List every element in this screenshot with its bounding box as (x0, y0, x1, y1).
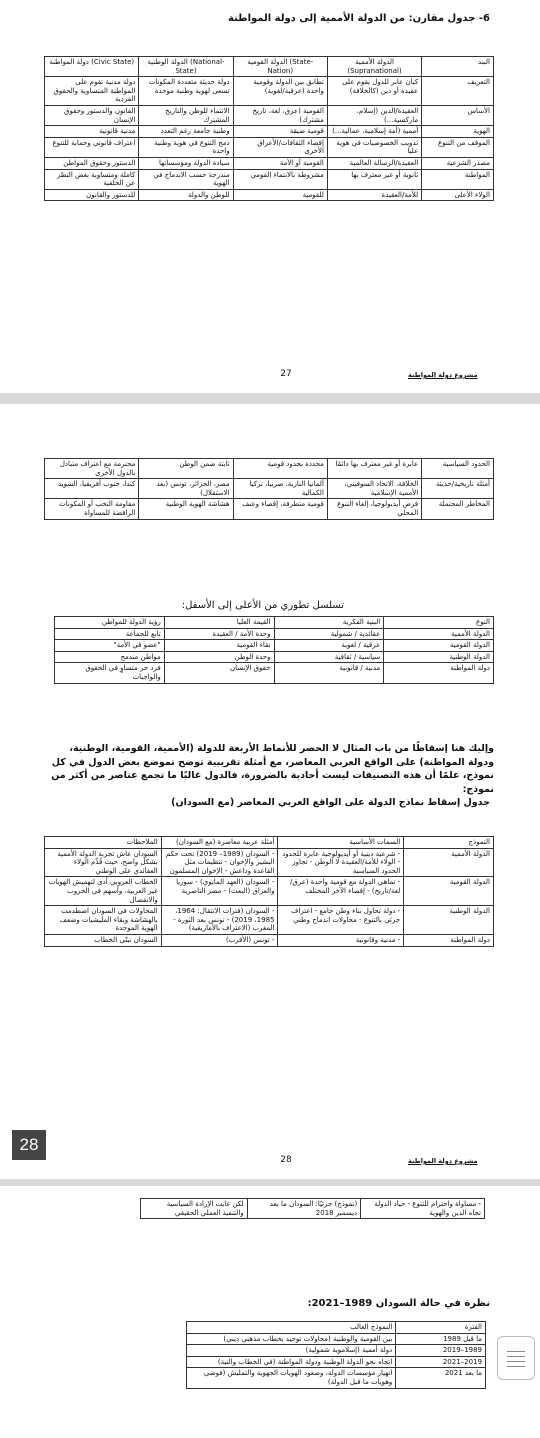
table-cell: ثابتة ضمن الوطن (139, 459, 233, 479)
table-cell: - دولة تحاول بناء وطن جامع - اعتراف جزئي بالتنوع - محاولات اندماج وطني (278, 906, 404, 935)
table-header-cell: الملاحظات (45, 837, 162, 849)
arab-states-table (44, 836, 494, 947)
table-cell: قومية متطرفة، إقصاء وعنف (233, 499, 327, 519)
table-row (45, 126, 494, 138)
table-row (45, 77, 494, 106)
table-row (187, 1368, 486, 1388)
table-cell: السودان عاش تجربة الدولة الأممية بشكل واضح، حيث قُدِّم الولاء العقائدي على الوطني (45, 848, 162, 877)
table-cell: (نموذج) جزئيًا: السودان ما بعد ديسمبر 2018 (247, 1199, 361, 1219)
sudan-periods-table (186, 1321, 486, 1389)
table-cell: عقائدية / شمولية (274, 628, 384, 640)
page-footer: مشروع دولة المواطنة (408, 1157, 478, 1165)
comparison-table-continued (44, 458, 494, 520)
table-header-cell: السمات الأساسية (278, 837, 404, 849)
table-cell: دولة المواطنة (384, 663, 494, 683)
table-cell: سيادة الدولة ومؤسساتها (139, 157, 233, 169)
table-cell: مصر، الجزائر، تونس (بعد الاستقلال) (139, 479, 233, 499)
page-footer: مشروع دولة المواطنة (408, 371, 478, 379)
table-cell: السودان تبنّى الخطاب (45, 934, 162, 946)
table-cell: - السودان (فترات الانتقال: 1964، 1985، 2019) - تونس بعد الثورة - المغرب (الاعتراف بالأمازيغية) (161, 906, 278, 935)
table-row (45, 169, 494, 189)
table-title: جدول إسقاط نماذج الدولة على الواقع العربي المعاصر (مع السودان) (171, 797, 490, 808)
table-row (45, 105, 494, 125)
table-row (45, 459, 494, 479)
subheading-sudan: نظرة في حالة السودان 1989–2021: (307, 1298, 490, 1309)
table-cell: اعتراف قانوني وحماية للتنوع (45, 137, 139, 157)
table-header-cell: القيمة العليا (164, 617, 274, 629)
table-cell: وطنية جامعة رغم التعدد (139, 126, 233, 138)
table-cell: كيان عابر للدول يقوم على عقيدة أو دين (كالخلافة) (327, 77, 421, 106)
table-header-cell: النموذج (404, 837, 494, 849)
table-cell: - تماهي الدولة مع قومية واحدة (عرق/لغة/تاريخ) - إقصاء الآخر المختلف (278, 877, 404, 906)
table-cell: الموقف من التنوع (422, 137, 494, 157)
table-cell: انهيار مؤسسات الدولة، وصعود الهويات الجهوية والتمليش (فوضى وهويات ما قبل الدولة) (187, 1368, 396, 1388)
table-cell: القومية (عرق، لغة، تاريخ مشترك) (233, 105, 327, 125)
table-header-cell: دولة المواطنة (Civic State) (45, 57, 139, 77)
evolution-table (54, 616, 494, 684)
table-cell: - السودان (العهد المايوي) - سوريا والعراق (البعث) - مصر الناصرية (161, 877, 278, 906)
table-cell: الخلافة، الاتحاد السوفيتي، الأممية الإسلامية (327, 479, 421, 499)
page-number: 27 (280, 369, 292, 379)
table-cell: - شرعية دينية أو أيديولوجية عابرة للحدود - الولاء للأمة/العقيدة لا الوطن - تجاوز الحدود السياسية (278, 848, 404, 877)
table-cell: العقيدة/الرسالة العالمية (327, 157, 421, 169)
table-cell: حقوق الإنسان (164, 663, 274, 683)
table-cell: وحدة الوطن (164, 651, 274, 663)
table-cell: عرقية / لغوية (274, 640, 384, 652)
table-cell: سياسية / ثقافية (274, 651, 384, 663)
table-cell: تذويب الخصوصيات في هوية عليا (327, 137, 421, 157)
table-cell: للأمة/العقيدة (327, 189, 421, 201)
table-cell: ألمانيا النازية، صربيا، تركيا الكمالية (233, 479, 327, 499)
table-cell: عابرة أو غير معترف بها دائمًا (327, 459, 421, 479)
table-cell: الدولة الوطنية (384, 651, 494, 663)
table-cell: فرد حر متساوٍ في الحقوق والواجبات (55, 663, 165, 683)
table-row (187, 1356, 486, 1368)
intro-paragraph: وإليك هنا إسقاطًا من باب المثال لا الحصر للأنماط الأربعة للدولة (الأممية، القومية، الوطنية، ودولة المواطنة) على الواقع العربي المعاصر، مع أمثلة تقريبية توضح تموضع بعض الدول في كل نموذج، علمًا أن هذه التصنيفات ليست أحادية بالضرورة، فالدول غالبًا ما تجمع عناصر من أكثر من نموذج: (51, 743, 494, 795)
table-row (45, 157, 494, 169)
document-page-27 (0, 0, 540, 393)
table-cell: دولة أممية (إسلاموية شمولية) (187, 1345, 396, 1357)
table-row (187, 1345, 486, 1357)
table-row (45, 137, 494, 157)
table-cell: وحدة الأمة / العقيدة (164, 628, 274, 640)
table-cell: للقومية (233, 189, 327, 201)
table-cell: الدولة القومية (384, 640, 494, 652)
table-header-cell: النوع (384, 617, 494, 629)
table-cell: مصدر الشرعية (422, 157, 494, 169)
arab-states-table-continued (140, 1198, 485, 1219)
table-header-cell: الفترة (396, 1322, 486, 1334)
table-header-row (187, 1322, 486, 1334)
table-cell: دولة مدنية تقوم على المواطنة المتساوية والحقوق الفردية (45, 77, 139, 106)
table-cell: دمج التنوع في هوية وطنية واحدة (139, 137, 233, 157)
table-header-cell: النموذج الغالب (187, 1322, 396, 1334)
table-cell: الانتماء للوطن والتاريخ المشترك (139, 105, 233, 125)
table-cell: 1989–2019 (396, 1345, 486, 1357)
table-cell: القانون والدستور وحقوق الإنسان (45, 105, 139, 125)
table-cell: ما بعد 2021 (396, 1368, 486, 1388)
table-row (45, 934, 494, 946)
table-cell: محترمة مع اعتراف متبادل بالدول الأخرى (45, 459, 139, 479)
comparison-table (44, 56, 494, 201)
table-cell: - مساواة واحترام للتنوع - حياد الدولة تجاه الدين والهوية (361, 1199, 485, 1219)
table-cell: دولة المواطنة (404, 934, 494, 946)
table-cell: الدولة الأممية (404, 848, 494, 877)
table-header-row (45, 837, 494, 849)
table-cell: نقاء القومية (164, 640, 274, 652)
table-cell: أمثلة تاريخية/حديثة (422, 479, 494, 499)
table-row (55, 651, 494, 663)
table-cell: 2019–2021 (396, 1356, 486, 1368)
section-heading: 6- جدول مقارن: من الدولة الأممية إلى دولة المواطنة (228, 13, 490, 24)
table-cell: هشاشة الهوية الوطنية (139, 499, 233, 519)
table-cell: فرض أيديولوجيا، إلغاء التنوع المحلي (327, 499, 421, 519)
table-cell: الحدود السياسية (422, 459, 494, 479)
table-row (55, 628, 494, 640)
table-cell: الأساس (422, 105, 494, 125)
table-cell: دولة حديثة متعددة المكونات تسعى لهوية وطنية موحدة (139, 77, 233, 106)
table-cell: الخطاب العروبي أدى لتهميش الهويات غير العربية، وأسهم في الحروب والانفصال (45, 877, 162, 906)
table-cell: كندا، جنوب أفريقيا، السويد (45, 479, 139, 499)
table-cell: بين القومية والوطنية (محاولات توحيد بخطاب مذهبي ديني) (187, 1333, 396, 1345)
table-cell: الدولة الأممية (384, 628, 494, 640)
table-cell: تابع للجماعة (55, 628, 165, 640)
table-cell: كاملة ومتساوية بغض النظر عن الخلفية (45, 169, 139, 189)
table-header-cell: الدولة الوطنية (National-State) (139, 57, 233, 77)
table-cell: التعريف (422, 77, 494, 106)
table-cell: ما قبل 1989 (396, 1333, 486, 1345)
document-page-28 (0, 404, 540, 1179)
table-cell: محددة بحدود قومية (233, 459, 327, 479)
hamburger-menu-icon[interactable] (497, 1336, 535, 1380)
table-cell: المخاطر المحتملة (422, 499, 494, 519)
table-cell: ثانوية أو غير معترف بها (327, 169, 421, 189)
table-cell: مواطن مندمج (55, 651, 165, 663)
table-header-row (45, 57, 494, 77)
table-cell: إقصاء الثقافات/الأعراق الأخرى (233, 137, 327, 157)
table-row (45, 906, 494, 935)
table-cell: مندرجة حسب الاندماج في الهوية (139, 169, 233, 189)
table-row (45, 479, 494, 499)
table-cell: لكن غابت الإرادة السياسية والتنفيذ العملي الحقيقي (141, 1199, 248, 1219)
table-cell: الدستور وحقوق المواطن (45, 157, 139, 169)
table-cell: للوطن والدولة (139, 189, 233, 201)
table-cell: "عضو في الأمة" (55, 640, 165, 652)
table-row (45, 877, 494, 906)
table-header-row (55, 617, 494, 629)
table-cell: المحاولات في السودان اصطدمت بالهشاشة وبقاء المليشيات وضعف الهوية الموحدة (45, 906, 162, 935)
table-header-cell: أمثلة عربية معاصرة (مع السودان) (161, 837, 278, 849)
table-cell: - السودان (1989– 2019) تحت حكم البشير والإخوان - تنظيمات مثل القاعدة وداعش - الإخوان المسلمون (161, 848, 278, 877)
table-cell: الهوية (422, 126, 494, 138)
table-header-cell: رؤية الدولة للمواطن (55, 617, 165, 629)
table-cell: - مدنية وقانونية (278, 934, 404, 946)
table-row (141, 1199, 485, 1219)
table-header-cell: البند (422, 57, 494, 77)
table-cell: مقاومة النخب أو المكونات الرافضة للمساواة (45, 499, 139, 519)
table-cell: تطابق بين الدولة وقومية واحدة (عرقية/لغوية) (233, 77, 327, 106)
table-row (55, 663, 494, 683)
table-header-cell: البنية الفكرية (274, 617, 384, 629)
table-cell: المواطنة (422, 169, 494, 189)
table-cell: مدنية قانونية (45, 126, 139, 138)
page-indicator-badge: 28 (12, 1130, 46, 1160)
table-cell: مدنية / قانونية (274, 663, 384, 683)
table-row (45, 848, 494, 877)
subheading-evolution: تسلسل تطوري من الأعلى إلى الأسفل: (181, 600, 344, 611)
table-header-cell: الدولة القومية (State-Nation) (233, 57, 327, 77)
table-row (45, 189, 494, 201)
table-cell: الدولة القومية (404, 877, 494, 906)
table-cell: الدولة الوطنية (404, 906, 494, 935)
table-row (187, 1333, 486, 1345)
table-row (55, 640, 494, 652)
document-page-29 (0, 1186, 540, 1438)
page-number: 28 (280, 1155, 292, 1165)
table-cell: مشروطة بالانتماء القومي (233, 169, 327, 189)
table-cell: القومية أو الأمة (233, 157, 327, 169)
table-row (45, 499, 494, 519)
table-cell: أممية (أمة إسلامية، عمالية...) (327, 126, 421, 138)
table-cell: للدستور والقانون (45, 189, 139, 201)
table-cell: اتجاه نحو الدولة الوطنية ودولة المواطنة (في الخطاب والنية) (187, 1356, 396, 1368)
table-cell: الولاء الأعلى (422, 189, 494, 201)
table-cell: العقيدة/الدين (إسلام، ماركسية...) (327, 105, 421, 125)
table-cell: - تونس (الأقرب) (161, 934, 278, 946)
table-cell: قومية ضيقة (233, 126, 327, 138)
table-header-cell: الدولة الأممية (Supranational) (327, 57, 421, 77)
